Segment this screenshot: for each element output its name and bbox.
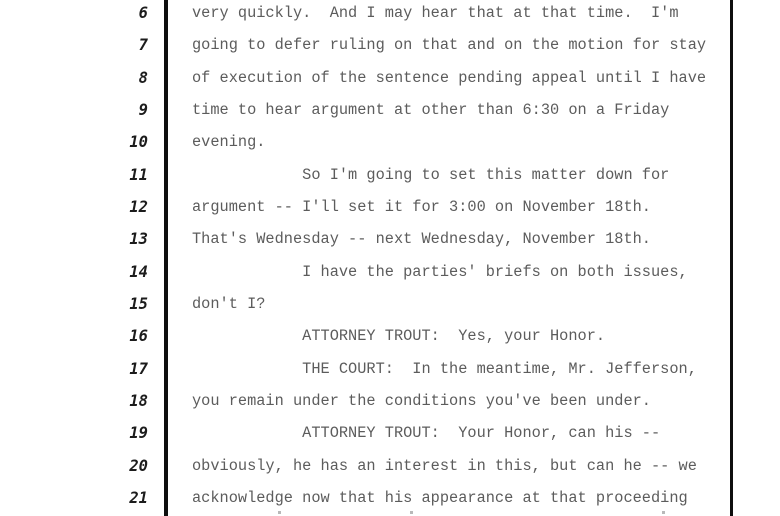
right-margin-rule [730,0,733,516]
transcript-line: acknowledge now that his appearance at that proceeding [192,488,688,507]
transcript-text-column [192,0,728,514]
transcript-line: time to hear argument at other than 6:30 on a Friday [192,100,670,119]
line-number: 6 [138,4,148,22]
left-margin-rule [164,0,168,516]
transcript-line: I have the parties' briefs on both issues, [192,262,688,281]
line-number: 19 [129,424,148,443]
line-number: 20 [129,456,148,475]
line-number: 12 [129,197,148,216]
transcript-line: of execution of the sentence pending appeal until I have [192,68,707,87]
transcript-line: THE COURT: In the meantime, Mr. Jefferson, [192,359,697,378]
line-number: 7 [138,36,148,55]
line-number: 21 [129,488,148,507]
transcript-line: ATTORNEY TROUT: Your Honor, can his -- [192,424,661,443]
line-number: 15 [129,294,148,313]
line-number-column [0,0,148,514]
transcript-line: obviously, he has an interest in this, but can he -- we [192,456,697,475]
glyph-top-fragment [278,511,281,514]
line-number: 16 [129,327,148,346]
transcript-line: going to defer ruling on that and on the motion for stay [192,36,707,55]
line-number: 14 [129,262,148,281]
transcript-line: don't I? [192,294,266,313]
transcript-line: argument -- I'll set it for 3:00 on November 18th. [192,197,651,216]
transcript-line: evening. [192,133,266,152]
line-number: 13 [129,230,148,249]
transcript-line: That's Wednesday -- next Wednesday, November 18th. [192,230,651,249]
line-number: 10 [129,133,148,152]
line-number: 11 [129,165,148,184]
transcript-line: So I'm going to set this matter down for [192,165,670,184]
line-number: 9 [138,100,148,119]
line-number: 8 [138,68,148,87]
glyph-top-fragment [410,511,413,514]
clipped-next-line-fragment [192,510,728,516]
line-number: 17 [129,359,148,378]
line-number: 18 [129,391,148,410]
transcript-line: ATTORNEY TROUT: Yes, your Honor. [192,327,606,346]
transcript-line: you remain under the conditions you've been under. [192,391,651,410]
transcript-line: very quickly. And I may hear that at that time. I'm [192,4,679,22]
glyph-top-fragment [662,511,665,514]
